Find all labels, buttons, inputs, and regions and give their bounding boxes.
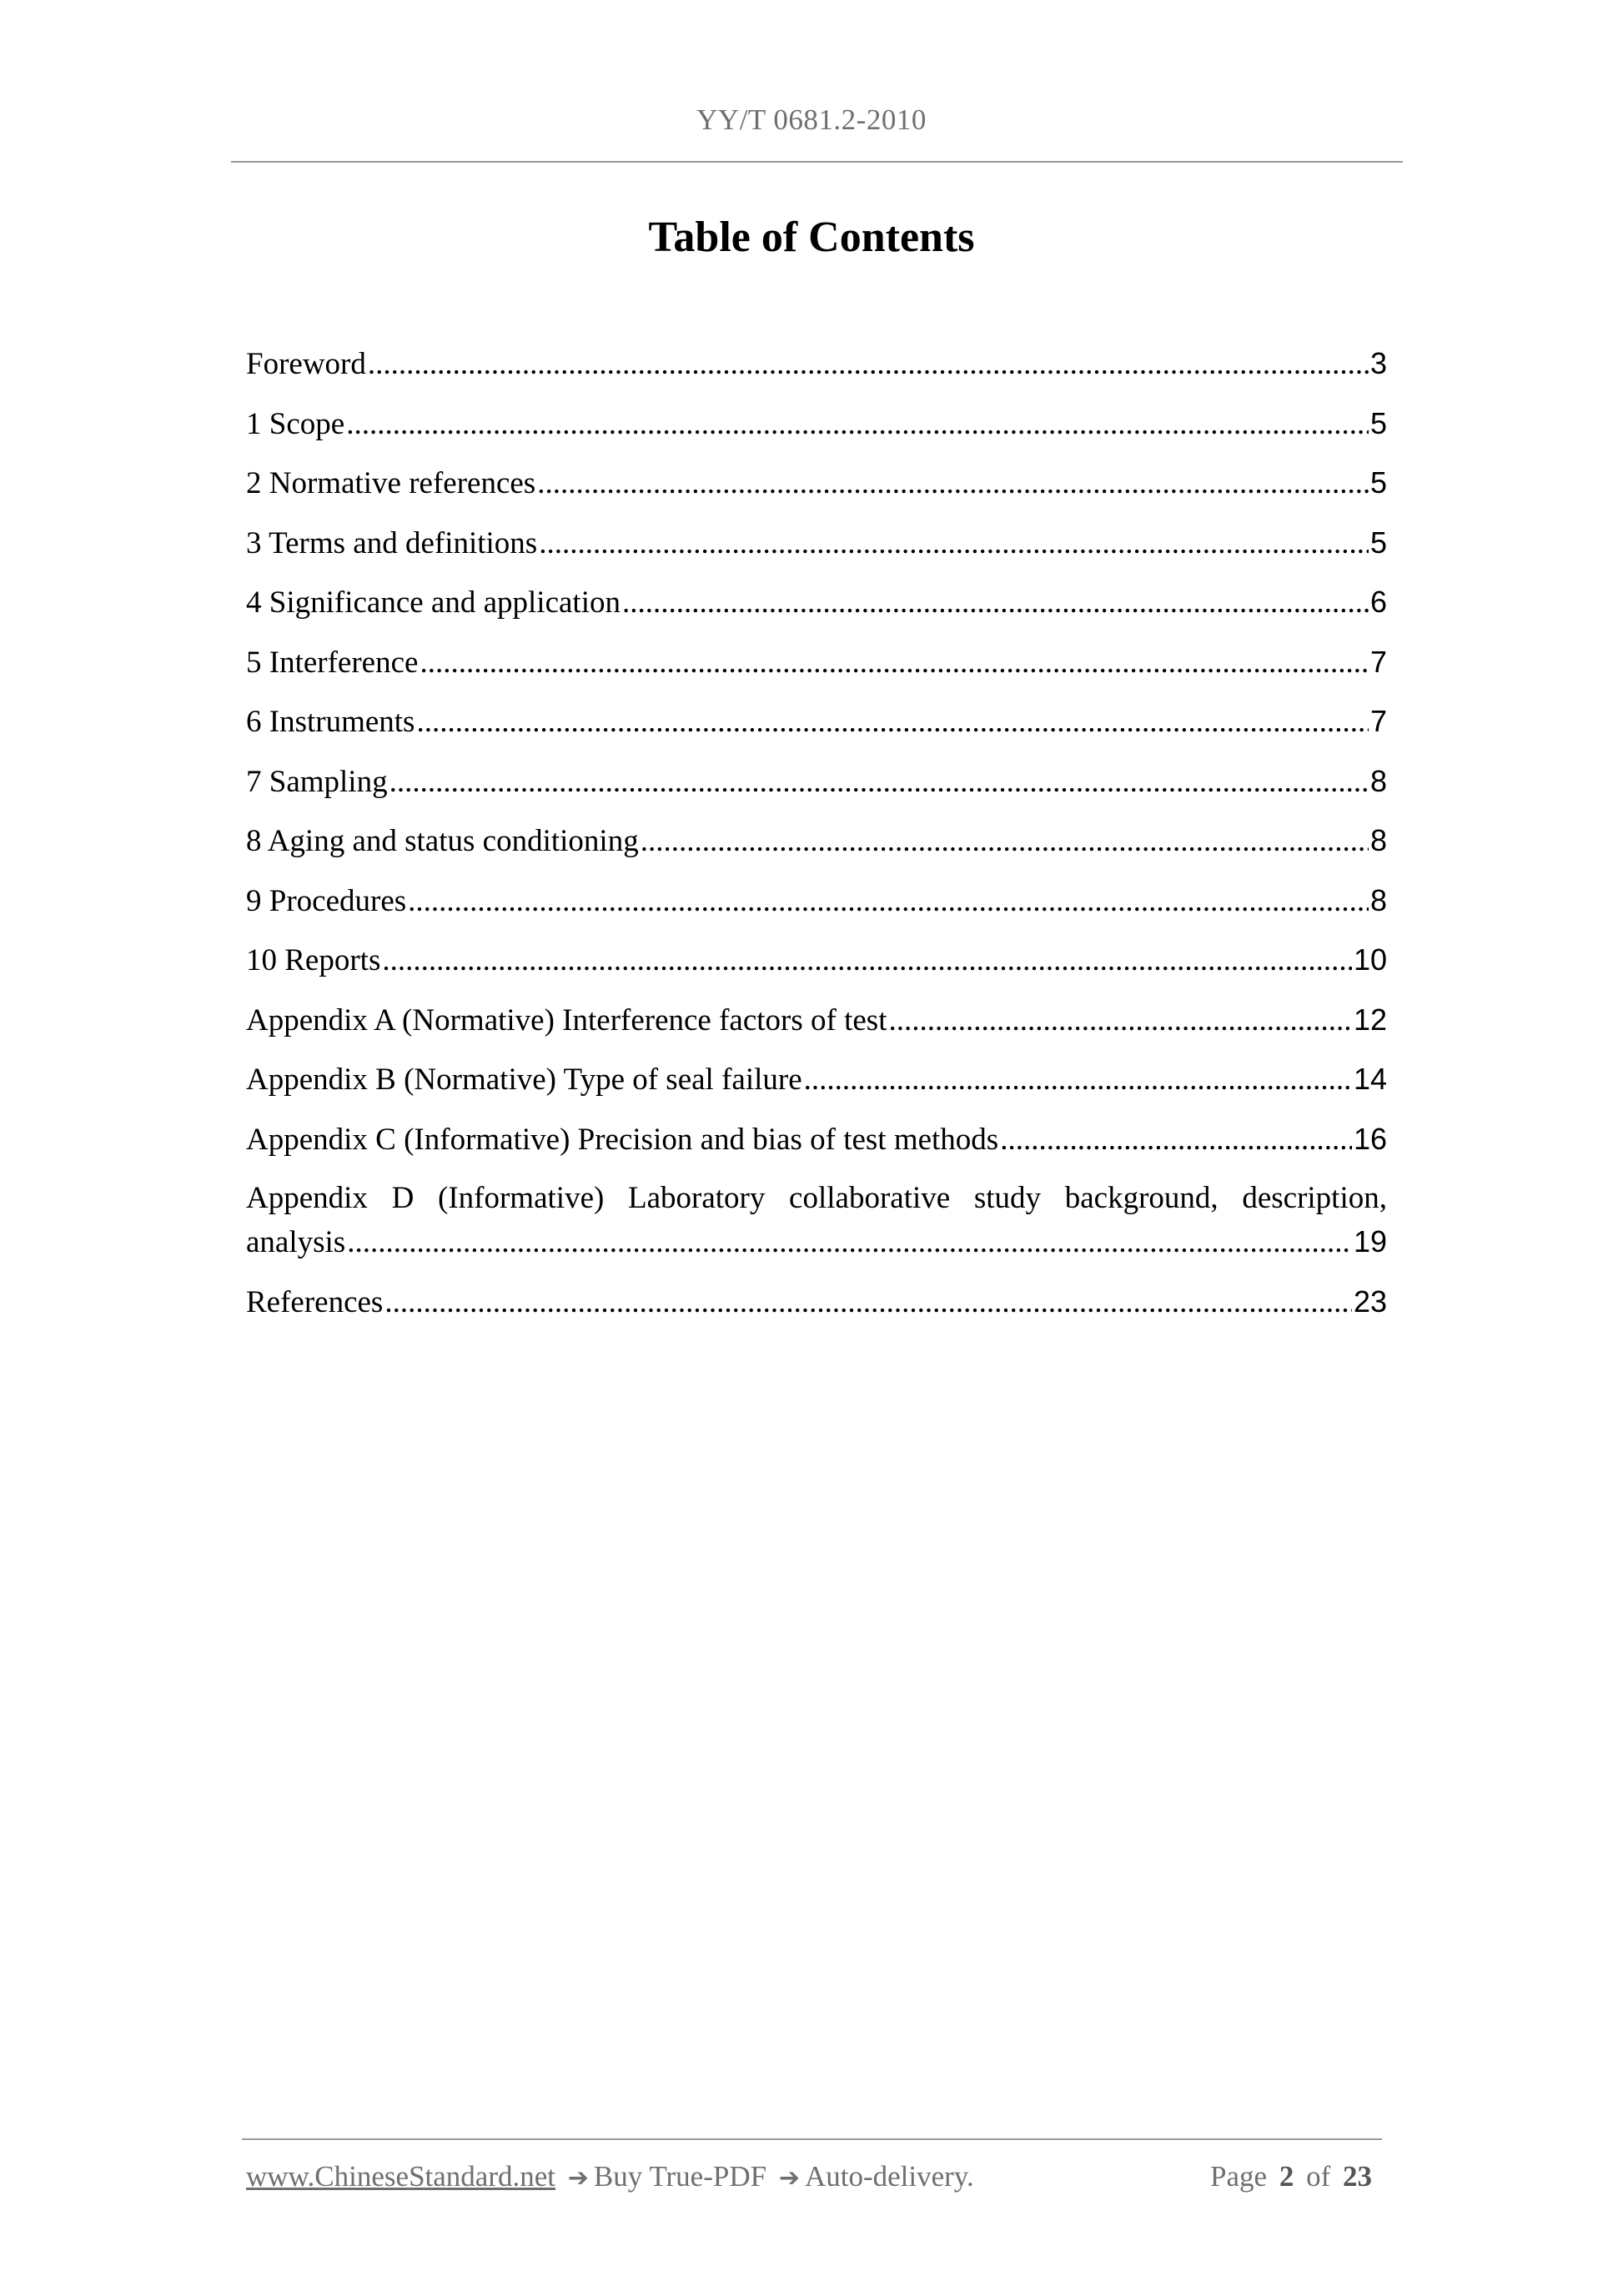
current-page: 2 — [1279, 2160, 1294, 2193]
toc-entry-page: 7 — [1369, 644, 1387, 679]
toc-entry-label-continued: analysis — [246, 1225, 346, 1259]
toc-dot-leader — [382, 939, 1352, 982]
toc-entry-label: 3 Terms and definitions — [246, 525, 538, 560]
toc-dot-leader — [346, 403, 1369, 445]
footer-promo — [246, 2160, 974, 2193]
toc-dot-leader — [368, 343, 1369, 385]
toc-dot-leader — [420, 641, 1369, 684]
toc-entry-page: 5 — [1369, 405, 1387, 440]
toc-dot-leader — [622, 581, 1369, 624]
toc-entry-page: 3 — [1369, 346, 1387, 380]
toc-entry-label: Appendix A (Normative) Interference factors of test — [246, 1002, 887, 1037]
toc-entry-label: 9 Procedures — [246, 883, 407, 918]
toc-entry-appendix-a[interactable] — [246, 998, 1387, 1042]
toc-entry-page: 6 — [1369, 585, 1387, 619]
toc-entry-significance-and-application[interactable] — [246, 580, 1387, 624]
toc-entry-label: 7 Sampling — [246, 764, 388, 799]
toc-entry-label: Appendix C (Informative) Precision and bias of test methods — [246, 1122, 999, 1157]
page-number — [1210, 2160, 1377, 2193]
footer-buy-text: Buy True-PDF — [593, 2160, 767, 2193]
toc-entry-page: 19 — [1353, 1224, 1387, 1259]
toc-entry-appendix-d[interactable] — [246, 1177, 1387, 1264]
arrow-right-icon: ➔ — [778, 2163, 800, 2193]
toc-dot-leader — [804, 1058, 1352, 1101]
toc-entry-continuation — [246, 1220, 1387, 1264]
toc-entry-page: 8 — [1369, 882, 1387, 917]
toc-entry-label: 4 Significance and application — [246, 585, 621, 620]
toc-entry-label: Appendix D (Informative) Laboratory collaborative study background, description, — [246, 1181, 1387, 1215]
header-divider — [231, 161, 1403, 163]
total-pages: 23 — [1343, 2160, 1372, 2193]
toc-entry-instruments[interactable] — [246, 700, 1387, 743]
footer-site-link[interactable]: www.ChineseStandard.net — [246, 2160, 555, 2193]
page-of-word: of — [1306, 2160, 1331, 2193]
toc-entry-page: 5 — [1369, 525, 1387, 560]
toc-entry-page: 12 — [1353, 1002, 1387, 1037]
toc-entry-interference[interactable] — [246, 641, 1387, 684]
toc-entry-appendix-c[interactable] — [246, 1118, 1387, 1161]
toc-dot-leader — [641, 820, 1369, 862]
toc-dot-leader — [347, 1221, 1352, 1264]
header-standard-code: YY/T 0681.2-2010 — [696, 103, 927, 136]
toc-entry-page: 23 — [1353, 1284, 1387, 1319]
toc-entry-page: 10 — [1353, 942, 1387, 977]
toc-entry-aging-and-status-conditioning[interactable] — [246, 819, 1387, 862]
toc-entry-page: 5 — [1369, 465, 1387, 500]
toc-dot-leader — [408, 880, 1369, 922]
footer-delivery-text: Auto-delivery. — [804, 2160, 974, 2193]
toc-entry-page: 8 — [1369, 823, 1387, 857]
toc-entry-foreword[interactable] — [246, 342, 1387, 385]
table-of-contents — [246, 342, 1387, 1339]
toc-entry-normative-references[interactable] — [246, 461, 1387, 505]
toc-dot-leader — [539, 522, 1369, 565]
toc-entry-label: Foreword — [246, 347, 366, 381]
arrow-right-icon: ➔ — [567, 2163, 589, 2193]
toc-dot-leader — [389, 761, 1369, 803]
toc-entry-label: Appendix B (Normative) Type of seal failure — [246, 1063, 802, 1097]
toc-entry-label: 10 Reports — [246, 943, 381, 977]
page-word: Page — [1210, 2160, 1268, 2193]
toc-entry-references[interactable] — [246, 1280, 1387, 1324]
toc-entry-page: 16 — [1353, 1121, 1387, 1156]
toc-entry-label: 5 Interference — [246, 645, 419, 680]
toc-dot-leader — [888, 999, 1351, 1042]
toc-entry-label: 6 Instruments — [246, 705, 415, 739]
toc-entry-label: References — [246, 1284, 384, 1319]
toc-entry-label: 8 Aging and status conditioning — [246, 824, 639, 858]
toc-entry-terms-and-definitions[interactable] — [246, 521, 1387, 565]
toc-dot-leader — [384, 1281, 1352, 1324]
toc-entry-page: 14 — [1353, 1062, 1387, 1096]
toc-entry-procedures[interactable] — [246, 879, 1387, 922]
toc-entry-page: 8 — [1369, 763, 1387, 798]
toc-entry-appendix-b[interactable] — [246, 1058, 1387, 1101]
toc-dot-leader — [1000, 1118, 1352, 1161]
toc-entry-label: 2 Normative references — [246, 466, 536, 500]
footer-divider — [242, 2138, 1382, 2140]
toc-entry-label: 1 Scope — [246, 406, 345, 441]
toc-entry-sampling[interactable] — [246, 760, 1387, 803]
toc-entry-reports[interactable] — [246, 938, 1387, 982]
toc-dot-leader — [416, 701, 1369, 743]
toc-entry-scope[interactable] — [246, 402, 1387, 445]
page-title: Table of Contents — [648, 214, 975, 261]
toc-dot-leader — [537, 462, 1369, 505]
toc-entry-page: 7 — [1369, 704, 1387, 738]
